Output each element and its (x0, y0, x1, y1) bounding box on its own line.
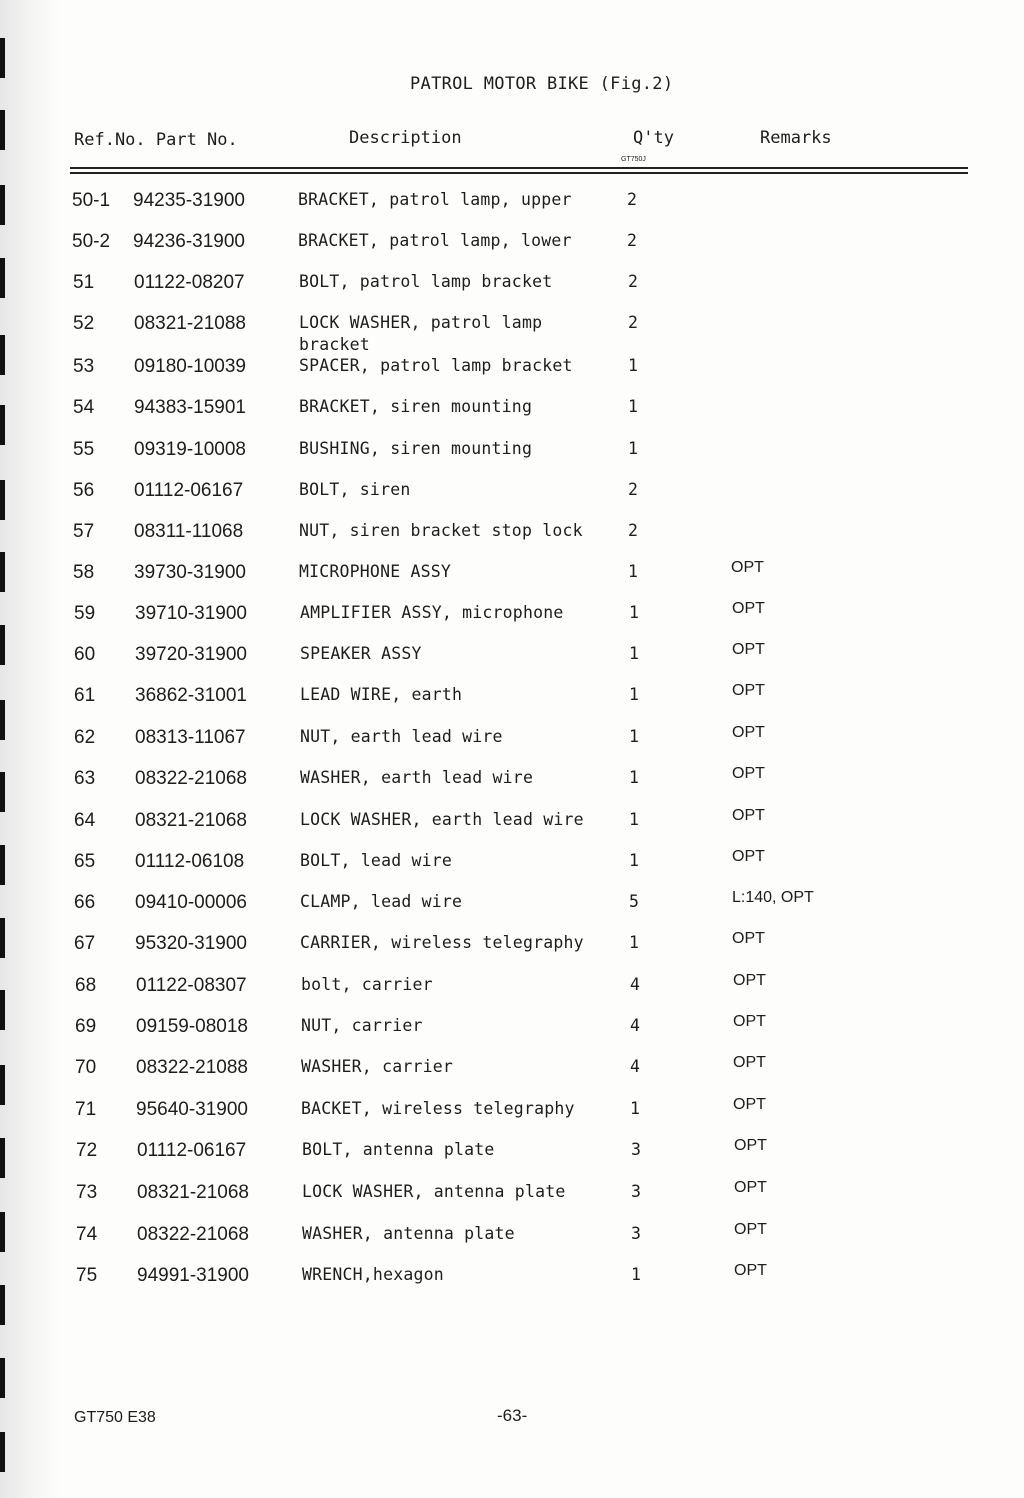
remarks: OPT (734, 1262, 767, 1279)
quantity: 2 (627, 190, 637, 209)
quantity: 4 (630, 1057, 640, 1076)
part-number: 08313-11067 (135, 727, 246, 748)
quantity: 1 (628, 439, 638, 458)
part-number: 08321-21068 (137, 1182, 249, 1203)
table-row (0, 480, 1024, 504)
ref-number: 50-2 (72, 231, 111, 252)
table-row (0, 397, 1024, 421)
description: BOLT, patrol lamp bracket (299, 272, 553, 291)
remarks: OPT (732, 930, 765, 947)
part-number: 94991-31900 (137, 1265, 249, 1286)
header-rule-top (70, 167, 968, 169)
description: LOCK WASHER, antenna plate (302, 1182, 566, 1201)
remarks: OPT (732, 848, 765, 865)
description: NUT, earth lead wire (300, 727, 503, 746)
punch-mark (0, 1432, 5, 1472)
table-row (0, 848, 1024, 875)
remarks: OPT (732, 807, 765, 824)
table-row (0, 272, 1024, 296)
quantity: 3 (631, 1182, 641, 1201)
description: BUSHING, siren mounting (299, 439, 533, 458)
quantity: 1 (629, 644, 639, 663)
description: CLAMP, lead wire (300, 892, 463, 911)
part-number: 08322-21068 (137, 1224, 249, 1245)
part-number: 08322-21088 (136, 1057, 248, 1078)
quantity: 4 (630, 975, 640, 994)
ref-number: 75 (76, 1265, 98, 1286)
description: LOCK WASHER, patrol lamp (299, 313, 543, 332)
header-qty: Q'ty (633, 128, 674, 148)
description: WRENCH,hexagon (302, 1265, 444, 1284)
ref-number: 53 (73, 356, 95, 377)
part-number: 39720-31900 (135, 644, 247, 665)
ref-number: 52 (73, 313, 95, 334)
remarks: OPT (732, 724, 765, 741)
table-row (0, 807, 1024, 834)
remarks: OPT (732, 600, 765, 617)
remarks: OPT (733, 972, 766, 989)
table-row (0, 559, 1024, 586)
ref-number: 63 (74, 768, 96, 789)
ref-number: 57 (73, 521, 95, 542)
description: BRACKET, siren mounting (299, 397, 533, 416)
table-row (0, 439, 1024, 463)
remarks: OPT (733, 1054, 766, 1071)
table-row (0, 356, 1024, 380)
remarks: OPT (734, 1137, 767, 1154)
remarks: OPT (734, 1221, 767, 1238)
part-number: 08321-21088 (134, 313, 246, 334)
description: BRACKET, patrol lamp, upper (298, 190, 572, 209)
table-row (0, 313, 1024, 354)
description: NUT, siren bracket stop lock (299, 521, 583, 540)
table-row (0, 765, 1024, 792)
part-number: 95320-31900 (135, 933, 247, 954)
description: LEAD WIRE, earth (300, 685, 463, 704)
remarks: OPT (731, 559, 764, 576)
table-row (0, 889, 1024, 916)
part-number: 09180-10039 (134, 356, 246, 377)
ref-number: 69 (75, 1016, 97, 1037)
quantity: 2 (628, 272, 638, 291)
description: WASHER, carrier (301, 1057, 454, 1076)
description: WASHER, antenna plate (302, 1224, 515, 1243)
quantity: 2 (627, 231, 637, 250)
description: BOLT, siren (299, 480, 411, 499)
header-rule-bottom (70, 172, 968, 174)
part-number: 09410-00006 (135, 892, 247, 913)
description: SPEAKER ASSY (300, 644, 422, 663)
remarks: OPT (733, 1096, 766, 1113)
ref-number: 74 (76, 1224, 98, 1245)
table-row (0, 1179, 1024, 1206)
quantity: 1 (629, 603, 639, 622)
ref-number: 67 (74, 933, 96, 954)
part-number: 08322-21068 (135, 768, 247, 789)
footer-page-number: -63- (497, 1406, 528, 1425)
table-row (0, 724, 1024, 751)
table-row (0, 930, 1024, 957)
description: CARRIER, wireless telegraphy (300, 933, 584, 952)
header-description: Description (349, 128, 462, 148)
quantity: 1 (628, 397, 638, 416)
description: BOLT, antenna plate (302, 1140, 495, 1159)
quantity: 2 (628, 313, 638, 332)
table-row (0, 972, 1024, 999)
ref-number: 71 (75, 1099, 97, 1120)
part-number: 01112-06167 (137, 1140, 247, 1161)
remarks: OPT (732, 765, 765, 782)
table-row (0, 1054, 1024, 1081)
part-number: 39710-31900 (135, 603, 247, 624)
table-row (0, 1096, 1024, 1123)
ref-number: 72 (76, 1140, 98, 1161)
description: BACKET, wireless telegraphy (301, 1099, 575, 1118)
quantity: 1 (629, 768, 639, 787)
description-continued: bracket (299, 335, 370, 354)
part-number: 09319-10008 (134, 439, 246, 460)
description: NUT, carrier (301, 1016, 423, 1035)
table-row (0, 1221, 1024, 1248)
part-number: 09159-08018 (136, 1016, 248, 1037)
description: SPACER, patrol lamp bracket (299, 356, 573, 375)
table-row (0, 682, 1024, 709)
table-row (0, 190, 1024, 214)
quantity: 1 (628, 562, 638, 581)
part-number: 01122-08307 (136, 975, 247, 996)
header-remarks: Remarks (760, 128, 832, 148)
quantity: 1 (629, 810, 639, 829)
quantity: 1 (629, 851, 639, 870)
punch-mark (0, 1358, 5, 1398)
quantity: 1 (629, 685, 639, 704)
description: AMPLIFIER ASSY, microphone (300, 603, 564, 622)
ref-number: 73 (76, 1182, 98, 1203)
description: MICROPHONE ASSY (299, 562, 452, 581)
remarks: OPT (734, 1179, 767, 1196)
part-number: 08321-21068 (135, 810, 247, 831)
punch-mark (0, 38, 5, 78)
quantity: 1 (630, 1099, 640, 1118)
part-number: 08311-11068 (134, 521, 244, 542)
description: BRACKET, patrol lamp, lower (298, 231, 572, 250)
quantity: 3 (631, 1224, 641, 1243)
table-row (0, 1013, 1024, 1040)
ref-number: 59 (74, 603, 96, 624)
ref-number: 56 (73, 480, 95, 501)
page-title: PATROL MOTOR BIKE (Fig.2) (410, 74, 674, 94)
ref-number: 70 (75, 1057, 97, 1078)
quantity: 1 (629, 933, 639, 952)
ref-number: 68 (75, 975, 97, 996)
table-row (0, 231, 1024, 255)
ref-number: 51 (73, 272, 95, 293)
ref-number: 55 (73, 439, 95, 460)
part-number: 01112-06108 (135, 851, 245, 872)
table-row (0, 1137, 1024, 1164)
part-number: 39730-31900 (134, 562, 246, 583)
part-number: 95640-31900 (136, 1099, 248, 1120)
ref-number: 65 (74, 851, 96, 872)
quantity: 1 (628, 356, 638, 375)
table-row (0, 641, 1024, 668)
part-number: 94235-31900 (133, 190, 245, 211)
description: LOCK WASHER, earth lead wire (300, 810, 584, 829)
remarks: OPT (732, 682, 765, 699)
quantity: 1 (629, 727, 639, 746)
footer-model: GT750 E38 (74, 1409, 156, 1426)
remarks: L:140, OPT (732, 889, 814, 906)
table-row (0, 600, 1024, 627)
quantity: 5 (629, 892, 639, 911)
quantity: 2 (628, 480, 638, 499)
part-number: 01112-06167 (134, 480, 244, 501)
ref-number: 58 (73, 562, 95, 583)
punch-mark (0, 110, 5, 150)
part-number: 01122-08207 (134, 272, 245, 293)
quantity: 2 (628, 521, 638, 540)
ref-number: 50-1 (72, 190, 111, 211)
quantity: 3 (631, 1140, 641, 1159)
table-row (0, 1262, 1024, 1289)
header-qty-model: GT750J (621, 156, 646, 163)
ref-number: 54 (73, 397, 95, 418)
part-number: 94383-15901 (134, 397, 246, 418)
description: BOLT, lead wire (300, 851, 453, 870)
description: WASHER, earth lead wire (300, 768, 534, 787)
quantity: 1 (631, 1265, 641, 1284)
ref-number: 62 (74, 727, 96, 748)
part-number: 94236-31900 (133, 231, 245, 252)
remarks: OPT (732, 641, 765, 658)
part-number: 36862-31001 (135, 685, 247, 706)
ref-number: 60 (74, 644, 96, 665)
ref-number: 64 (74, 810, 96, 831)
quantity: 4 (630, 1016, 640, 1035)
remarks: OPT (733, 1013, 766, 1030)
ref-number: 61 (74, 685, 96, 706)
table-row (0, 521, 1024, 545)
description: bolt, carrier (301, 975, 433, 994)
ref-number: 66 (74, 892, 96, 913)
header-ref-part: Ref.No. Part No. (74, 130, 238, 150)
punch-mark (0, 1285, 5, 1325)
